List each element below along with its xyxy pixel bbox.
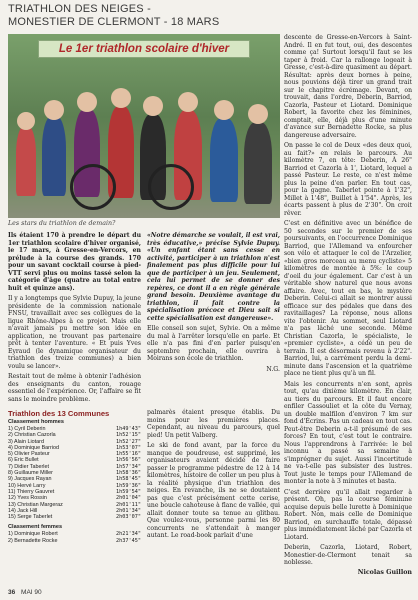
result-time: 2h37'45"	[116, 537, 141, 544]
result-name: 7) Didier Taberlet	[8, 463, 49, 470]
article-paragraph: descente de Gresse-en-Vercors à Saint-André. Il en fut tout, oui, des descentes comme ça! Surtout lorsqu'il faut se les taper à froid. Car la rallonge logeait à Gresse, c'est-à-dire quasiment au départ. Résultat: après deux bornes à peine, nous pouvions déjà tirer un grand trait sur le chapitre écrémage. Devant, on trouvait, dans l'ordre, Deberin, Barriod, Cazorla, Pasteur et Liotard. Dominique Robert, la favorite chez les féminines, comptait, elle, déjà plus d'une minute d'avance sur Bernadette Rocke, sa plus dangereuse adversaire.	[284, 34, 412, 139]
child-figure	[16, 126, 36, 196]
result-name: 13) Christian Margeraz	[8, 501, 63, 508]
results-title: Triathlon des 13 Communes	[8, 409, 110, 418]
result-time: 2h03'07"	[116, 514, 141, 521]
article-column-2	[147, 232, 280, 403]
result-athlete: Alain Liotard	[14, 438, 44, 445]
result-name: 4) Dominique Barriod	[8, 444, 59, 451]
result-name: 1) Cyril Deberin	[8, 426, 46, 432]
header-line-1: TRIATHLON DES NEIGES -	[8, 3, 151, 15]
result-name: 8) Guillaume Miller	[8, 470, 53, 477]
result-rank: 1	[8, 426, 11, 432]
result-rank: 14	[8, 507, 14, 514]
article-paragraph: Restait tout de même à obtenir l'adhésion des enseignants du canton, rouage essentiel de l'expérience. Or, l'affaire se fit sans le moindre problème.	[8, 373, 141, 403]
result-time: 2h01'04"	[116, 495, 141, 502]
result-rank: 7	[8, 463, 11, 470]
result-rank: 11	[8, 488, 14, 495]
author-signature: Nicolas Guillon	[357, 568, 412, 576]
result-rank: 5	[8, 451, 11, 458]
result-row	[8, 514, 141, 520]
result-athlete: Christian Cazorla	[14, 432, 56, 439]
article-paragraph: Le ski de fond avant, par la force du manque de poudreuse, est supprimé, les organisateurs avaient décidé de faire passer le programme pédestre de 12 à 14 kilomètres, histoire de coller un peu plus à la réalité physique d'un triathlon des neiges. En revanche, ils ne se doutaient pas que c'est précisément cette cerise, une boucle cahoteuse à flanc de vallée, qui allait donner toute sa tenue au glitbau. Que voulez-vous, personne parmi les 80 concurrents ne s'attendait à manger autant. Le road-book parlait d'une	[147, 442, 280, 539]
result-rank: 12	[8, 495, 14, 502]
result-name: 2) Bernadette Rocke	[8, 537, 58, 544]
article-paragraph: C'est derrière qu'il allait regarder à présent. Oh, pas la course féminine acquise depuis belle lurette à Dominique Robert. Non, mais celle de Dominique Barriod, en surchauffe totale, dépassé plus immédiatement lâché par Cazorla et Liotard.	[284, 488, 412, 541]
result-rank: 9	[8, 476, 11, 483]
result-name: 3) Alain Liotard	[8, 438, 44, 445]
article-body	[8, 232, 280, 403]
bicycle-wheel	[148, 164, 194, 210]
result-rank: 3	[8, 438, 11, 445]
result-athlete: Dominique Robert	[14, 531, 58, 538]
article-column-3	[147, 409, 280, 544]
header-line-2: MONESTIER DE CLERMONT - 18 MARS	[8, 16, 220, 28]
result-athlete: Thierry Gauvret	[16, 488, 55, 495]
result-athlete: Eric Bullet	[14, 457, 39, 464]
result-athlete: Guillaume Miller	[14, 470, 53, 477]
result-name: 10) Hervé Larry	[8, 482, 46, 489]
child-figure	[210, 118, 238, 202]
result-name: 5) Olivier Pasteur	[8, 451, 50, 458]
result-time: 1h53'07"	[116, 444, 141, 451]
result-athlete: Bernadette Rocke	[14, 537, 58, 544]
child-head	[17, 112, 35, 130]
men-results-list	[8, 426, 141, 520]
result-rank: 4	[8, 444, 11, 451]
article-intro: Ils étaient 170 à prendre le départ du 1er triathlon scolaire d'hiver organisé, le 17 mars, à Gresse-en-Vercors, en prélude à la course des grands. 170 pour un savant cocktail course à pied-VTT servi plus ou moins tassé selon la catégorie d'âge (quatre au total entre huit et quinze ans).	[8, 232, 141, 292]
result-rank: 2	[8, 537, 11, 544]
result-name: 11) Thierry Gauvret	[8, 488, 55, 495]
article-quote: «Notre démarche se voulait, il est vrai, très éducative,» précise Sylvie Dupuy. «Un enfant étant sans cesse en activité, participer à un triathlon n'est finalement pas plus difficile pour lui que de participer à un jeu. Seulement, cela lui permet de se donner des repères, ce dont il a en règle générale grand besoin. Deuxième avantage du triathlon, il fait contre la spécialisation précoce et Dieu sait si cette spécialisation est dangereuse».	[147, 232, 280, 322]
child-head	[111, 88, 131, 108]
article-paragraph: Elle conseil son sujet, Sylvie. On a même du mal à l'arrêter lorsqu'elle en parle. Et elle n'a pas fini d'en parler puisqu'en septembre prochain, elle ouvrira à Moirans son école de triathlon.	[147, 325, 280, 362]
men-heading: Classement hommes	[8, 419, 64, 425]
result-rank: 13	[8, 501, 14, 508]
results-section	[8, 409, 280, 544]
photo-caption: Les stars du triathlon de demain?	[8, 220, 116, 227]
child-head	[77, 92, 97, 112]
result-athlete: Hervé Larry	[17, 482, 46, 489]
result-rank: 2	[8, 432, 11, 439]
result-time: 1h59'54"	[116, 488, 141, 495]
result-name: 12) Yves Rossin	[8, 495, 47, 502]
child-figure	[244, 122, 272, 204]
women-heading: Classement femmes	[8, 524, 63, 531]
result-time: 2h01'11"	[116, 501, 141, 508]
child-head	[143, 96, 163, 116]
child-head	[248, 104, 268, 124]
bicycle-wheel	[70, 164, 116, 210]
result-time: 1h55'16"	[116, 451, 141, 458]
result-time: 2h21'34"	[116, 531, 141, 538]
page-footer	[8, 589, 42, 596]
women-results-list	[8, 531, 141, 544]
article-column-1	[8, 232, 141, 403]
result-time: 1h59'36"	[116, 482, 141, 489]
result-rank: 8	[8, 470, 11, 477]
article-paragraph: On passe le col de Deux «des deux quoi, au fait?» en relais le parcours. Au kilomètre 7, en tête: Deberin, À 26" Barriod et Cazorla à 1', Liotard, lequel a passé Pasteur. Le reste, ce n'est même plus la peine d'en parler. En tout cas, pour la gagne. Taberlet pointe à 1'32", Millet à 1'48", Buillet à 1'54". Après, les écarts passent à plus de 2'30". On croit rêver.	[284, 142, 412, 217]
article-signature: N.G.	[266, 365, 280, 373]
result-time: 1h57'34"	[116, 463, 141, 470]
result-rank: 10	[8, 482, 14, 489]
result-name: 1) Dominique Robert	[8, 531, 58, 538]
result-time: 1h52'15"	[116, 432, 141, 439]
issue-label: MAI 90	[21, 589, 42, 596]
result-time: 2h01'34"	[116, 507, 141, 514]
article-paragraph: C'est en définitive avec un bénéfice de 50 secondes sur le premier de ses poursuivants, en l'occurrence Dominique Barriod, que l'Allemand va enfourcher son vélo et attaquer le col de l'Arzelier, «bien gros morceau au menu cycliste» 5 kilomètres de montée à 5%: le coup d'oeil du jour également. Car c'est à un véritable show naturel que nous avons affaire. Avec, tout en bas, le mystère Deberin. Celui-ci allait se montrer aussi efficace sur des pédales que dans des ravitaillages? La réponse, nous allons vite l'obtenir. Au sommet, seul Liotard n'a pas lâché une seconde. Même Christian Cazorla, le spécialiste, le «premier cycliste», a cédé un peu de terrain. Il est désormais revenu à 2'22". Barriod, lui, a carrément perdu la demi-minute dans l'ascension et la quatrième place ne tient plus qu'à un fil.	[284, 220, 412, 377]
result-athlete: Serge Taberlet	[17, 514, 53, 521]
right-column	[284, 34, 412, 576]
page-number: 36	[8, 589, 16, 596]
child-head	[178, 92, 198, 112]
result-athlete: Jacques Rayan	[14, 476, 52, 483]
result-name: 14) Jack Hill	[8, 507, 38, 514]
result-time: 1h52'27"	[116, 438, 141, 445]
result-row	[8, 538, 141, 544]
article-paragraph: Mais les concurrents n'en sont, après tout, qu'au dixième kilomètre. En clair, au tiers du parcours. Et il faut encore enfiler Cassouliet et la côte du Vernay, un double malfilon d'environ 7 km sur fond d'Écrins. Pas un cadeau en tout cas. Peut-être Deberin a-t-il présumé de ses forces? En tout, c'est tout le contraire. Nous l'apprendrons à l'arrivée: le bel inconnu a passé sa semaine à s'imprégner du sujet. Aussi l'incertitude ne va-t-elle pas subsister des lustres. Tout juste le temps pour l'Allemand de monter la note à 3 minutes et basta.	[284, 380, 412, 485]
result-time: 1h58'36"	[116, 470, 141, 477]
article-paragraph: Deberin, Cazorla, Liotard, Robert, Monestier-de-Clermont tenait sa noblesse.	[284, 544, 412, 566]
left-column	[8, 34, 280, 544]
result-rank: 1	[8, 531, 11, 538]
result-athlete: Didier Taberlet	[14, 463, 49, 470]
child-figure	[42, 116, 66, 196]
result-time: 1h49'43"	[116, 426, 141, 432]
result-time: 1h58'45"	[116, 476, 141, 483]
result-athlete: Yves Rossin	[17, 495, 47, 502]
result-name: 15) Serge Taberlet	[8, 514, 53, 521]
result-athlete: Cyril Deberin	[14, 426, 46, 432]
result-rank: 15	[8, 514, 14, 521]
result-athlete: Jack Hill	[17, 507, 38, 514]
result-time: 1h56'56"	[116, 457, 141, 464]
child-head	[44, 100, 64, 120]
article-title: Le 1er triathlon scolaire d'hiver	[38, 40, 250, 58]
result-athlete: Dominique Barriod	[14, 444, 59, 451]
result-name: 6) Eric Bullet	[8, 457, 39, 464]
article-photo	[8, 34, 280, 218]
result-athlete: Olivier Pasteur	[14, 451, 50, 458]
article-paragraph: palmarès étaient presque établis. Du moins pour les premières places. Cependant, au niveau du parcours, quel pied! Un petit Valberg.	[147, 409, 280, 439]
article-paragraph: Il y a longtemps que Sylvie Dupuy, la jeune présidente de la commission nationale FNSU, travaillait avec ses collègues de la ligue Rhône-Alpes à ce projet. Mais elle n'avait jamais pu mettre son idée en application, ne trouvant pas partenaire prêt à tenter l'aventure. « Et puis Yves Eyraud (le dynamique organisateur du triathlon des treize communes) a bien voulu se lancer».	[8, 295, 141, 370]
result-rank: 6	[8, 457, 11, 464]
child-head	[214, 100, 234, 120]
result-name: 2) Christian Cazorla	[8, 432, 56, 439]
results-table	[8, 409, 141, 544]
page-header	[8, 3, 308, 29]
result-name: 9) Jacques Rayan	[8, 476, 52, 483]
result-athlete: Christian Margeraz	[17, 501, 63, 508]
